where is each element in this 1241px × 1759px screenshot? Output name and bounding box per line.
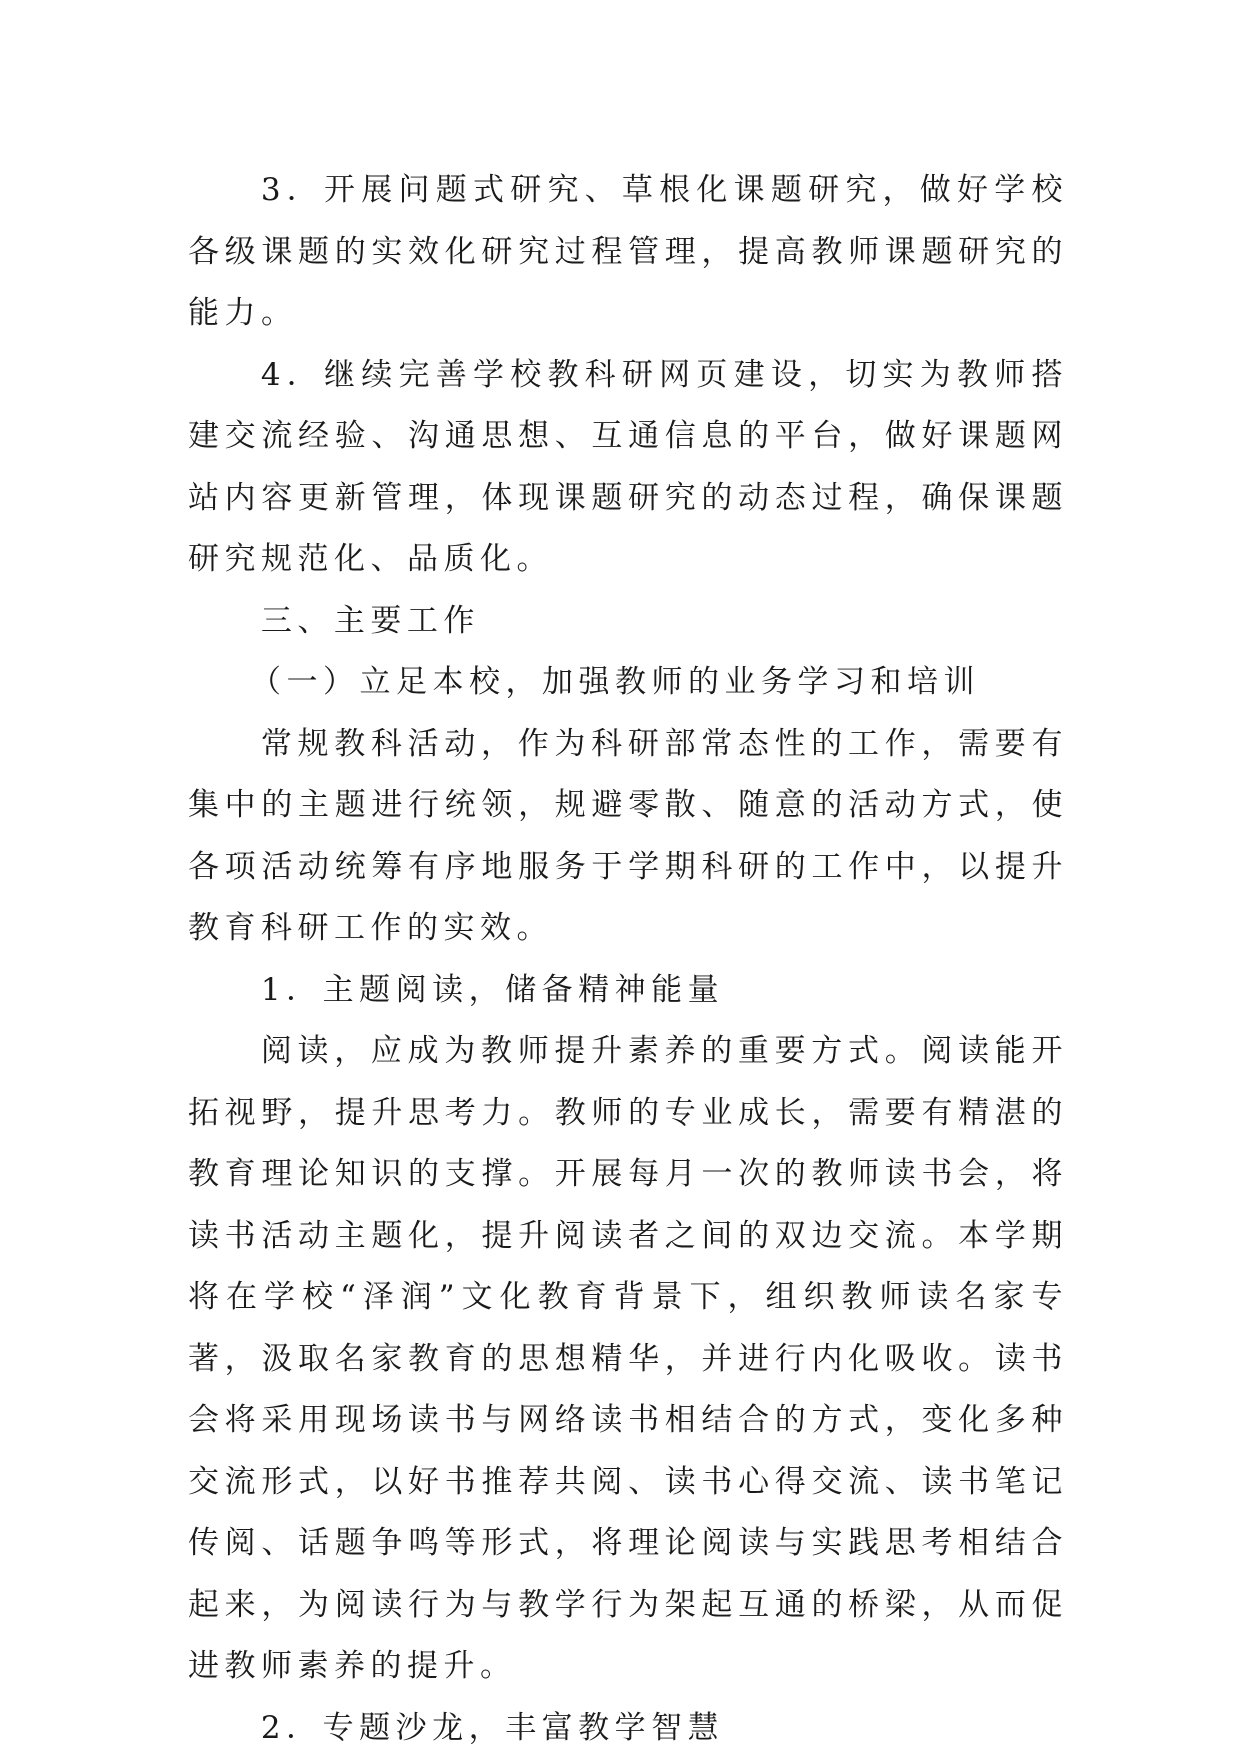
item-3-research: 3．开展问题式研究、草根化课题研究，做好学校各级课题的实效化研究过程管理，提高教师课题研究的能力。 <box>188 160 1068 345</box>
item-2-heading: 2．专题沙龙，丰富教学智慧 <box>188 1698 1068 1759</box>
routine-activities-paragraph: 常规教科活动，作为科研部常态性的工作，需要有集中的主题进行统领，规避零散、随意的活动方式，使各项活动统筹有序地服务于学期科研的工作中，以提升教育科研工作的实效。 <box>188 714 1068 960</box>
reading-paragraph: 阅读，应成为教师提升素养的重要方式。阅读能开拓视野，提升思考力。教师的专业成长，需要有精湛的教育理论知识的支撑。开展每月一次的教师读书会，将读书活动主题化，提升阅读者之间的双边交流。本学期将在学校“泽润”文化教育背景下，组织教师读名家专著，汲取名家教育的思想精华，并进行内化吸收。读书会将采用现场读书与网络读书相结合的方式，变化多种交流形式，以好书推荐共阅、读书心得交流、读书笔记传阅、话题争鸣等形式，将理论阅读与实践思考相结合起来，为阅读行为与教学行为架起互通的桥梁，从而促进教师素养的提升。 <box>188 1021 1068 1698</box>
document-body <box>188 160 1068 1759</box>
subsection-1-heading: （一）立足本校，加强教师的业务学习和培训 <box>188 652 1068 714</box>
item-4-website: 4．继续完善学校教科研网页建设，切实为教师搭建交流经验、沟通思想、互通信息的平台，做好课题网站内容更新管理，体现课题研究的动态过程，确保课题研究规范化、品质化。 <box>188 345 1068 591</box>
section-3-heading: 三、主要工作 <box>188 591 1068 653</box>
item-1-heading: 1．主题阅读，储备精神能量 <box>188 960 1068 1022</box>
